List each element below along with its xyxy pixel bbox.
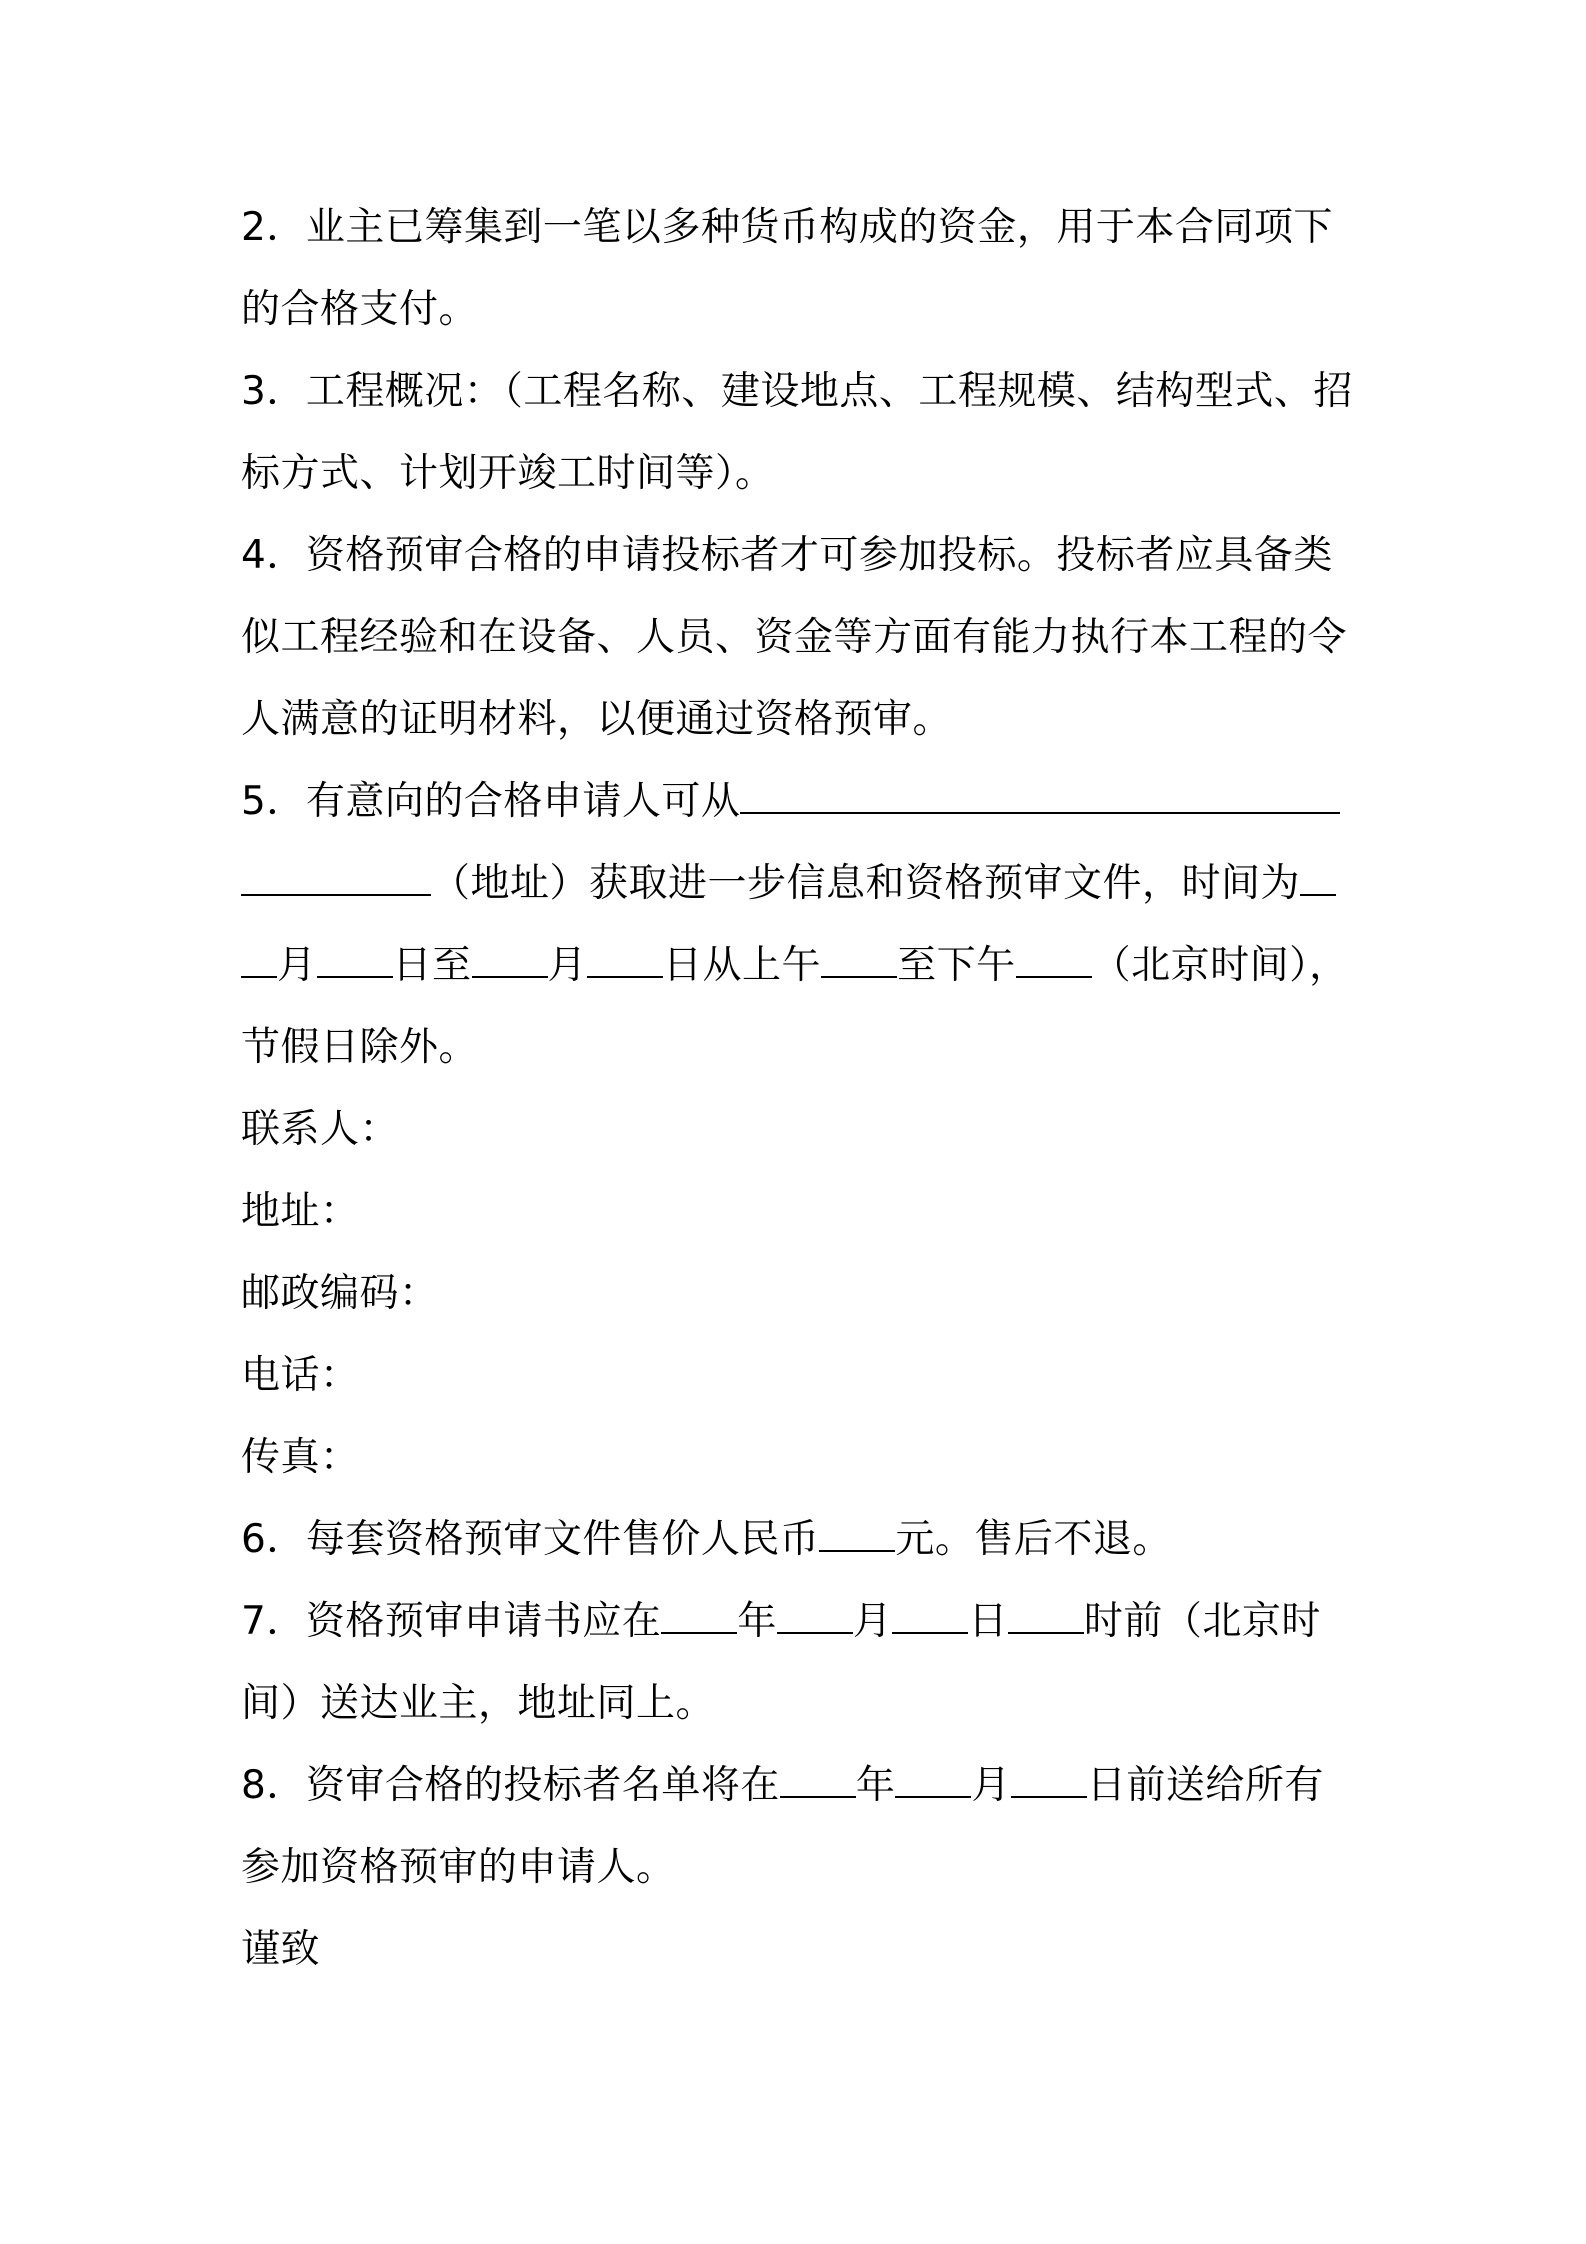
month-blank-start	[1300, 860, 1336, 896]
paragraph-8-prefix: 8．资审合格的投标者名单将在	[241, 1763, 780, 1808]
paragraph-4-line-2: 似工程经验和在设备、人员、资金等方面有能力执行本工程的令	[241, 615, 1348, 660]
pm-label: 至下午	[897, 943, 1016, 988]
price-blank	[819, 1516, 895, 1552]
paragraph-5-line-2	[241, 858, 1336, 910]
contact-address: 地址：	[241, 1189, 360, 1234]
paragraph-7-line-2: 间）送达业主，地址同上。	[241, 1681, 716, 1726]
paragraph-5-line-4: 节假日除外。	[241, 1025, 479, 1070]
paragraph-6-suffix: 元。售后不退。	[895, 1517, 1172, 1562]
month-label-2: 月	[547, 943, 588, 988]
closing-salutation: 谨致	[241, 1927, 321, 1972]
year-label-7: 年	[737, 1599, 777, 1644]
paragraph-5-line-3	[241, 940, 1349, 992]
month-label-8: 月	[971, 1763, 1011, 1808]
month-blank-2	[472, 942, 548, 978]
paragraph-8-line-2: 参加资格预审的申请人。	[241, 1845, 676, 1890]
paragraph-5-line-1	[241, 776, 1340, 828]
hour-blank-7	[1008, 1598, 1084, 1634]
paragraph-2-line-2: 的合格支付。	[241, 287, 479, 332]
year-blank-8	[780, 1762, 856, 1798]
paragraph-7-line-1	[241, 1596, 1321, 1648]
month-blank-7	[777, 1598, 853, 1634]
paragraph-6-prefix: 6．每套资格预审文件售价人民币	[241, 1517, 820, 1562]
year-label-8: 年	[855, 1763, 896, 1808]
paragraph-4-line-1: 4．资格预审合格的申请投标者才可参加投标。投标者应具备类	[241, 533, 1333, 578]
contact-person: 联系人：	[241, 1107, 400, 1152]
contact-fax: 传真：	[241, 1435, 360, 1480]
month-blank-8	[895, 1762, 971, 1798]
paragraph-3-line-1: 3．工程概况：（工程名称、建设地点、工程规模、结构型式、招	[241, 369, 1353, 414]
day-blank-7	[892, 1598, 968, 1634]
year-blank-7	[661, 1598, 737, 1634]
am-time-blank	[821, 942, 897, 978]
paragraph-2-line-1: 2．业主已筹集到一笔以多种货币构成的资金，用于本合同项下	[241, 205, 1333, 250]
paragraph-7-prefix: 7．资格预审申请书应在	[241, 1599, 662, 1644]
month-blank-end	[241, 942, 277, 978]
day-blank-1	[317, 942, 393, 978]
paragraph-6	[241, 1514, 1172, 1566]
day-label-2: 日从上午	[663, 943, 822, 988]
paragraph-5-address-suffix: （地址）获取进一步信息和资格预审文件，时间为	[431, 861, 1301, 906]
day-blank-2	[587, 942, 663, 978]
pm-time-blank	[1016, 942, 1092, 978]
day-blank-8	[1011, 1762, 1087, 1798]
paragraph-4-line-3: 人满意的证明材料，以便通过资格预审。	[241, 697, 953, 742]
day-label-1: 日至	[392, 943, 472, 988]
contact-postcode: 邮政编码：	[241, 1271, 439, 1316]
day-label-7: 日	[968, 1599, 1008, 1644]
paragraph-5-prefix: 5．有意向的合格申请人可从	[241, 779, 741, 824]
paragraph-7-suffix: 时前（北京时	[1083, 1599, 1321, 1644]
contact-phone: 电话：	[241, 1353, 360, 1398]
month-label-7: 月	[852, 1599, 893, 1644]
paragraph-8-suffix: 日前送给所有	[1086, 1763, 1324, 1808]
paragraph-3-line-2: 标方式、计划开竣工时间等）。	[241, 451, 775, 496]
address-blank	[740, 778, 1340, 814]
month-label-1: 月	[277, 943, 317, 988]
beijing-time-label: （北京时间），	[1091, 943, 1349, 988]
paragraph-8-line-1	[241, 1760, 1324, 1812]
address-blank-continued	[241, 860, 431, 896]
